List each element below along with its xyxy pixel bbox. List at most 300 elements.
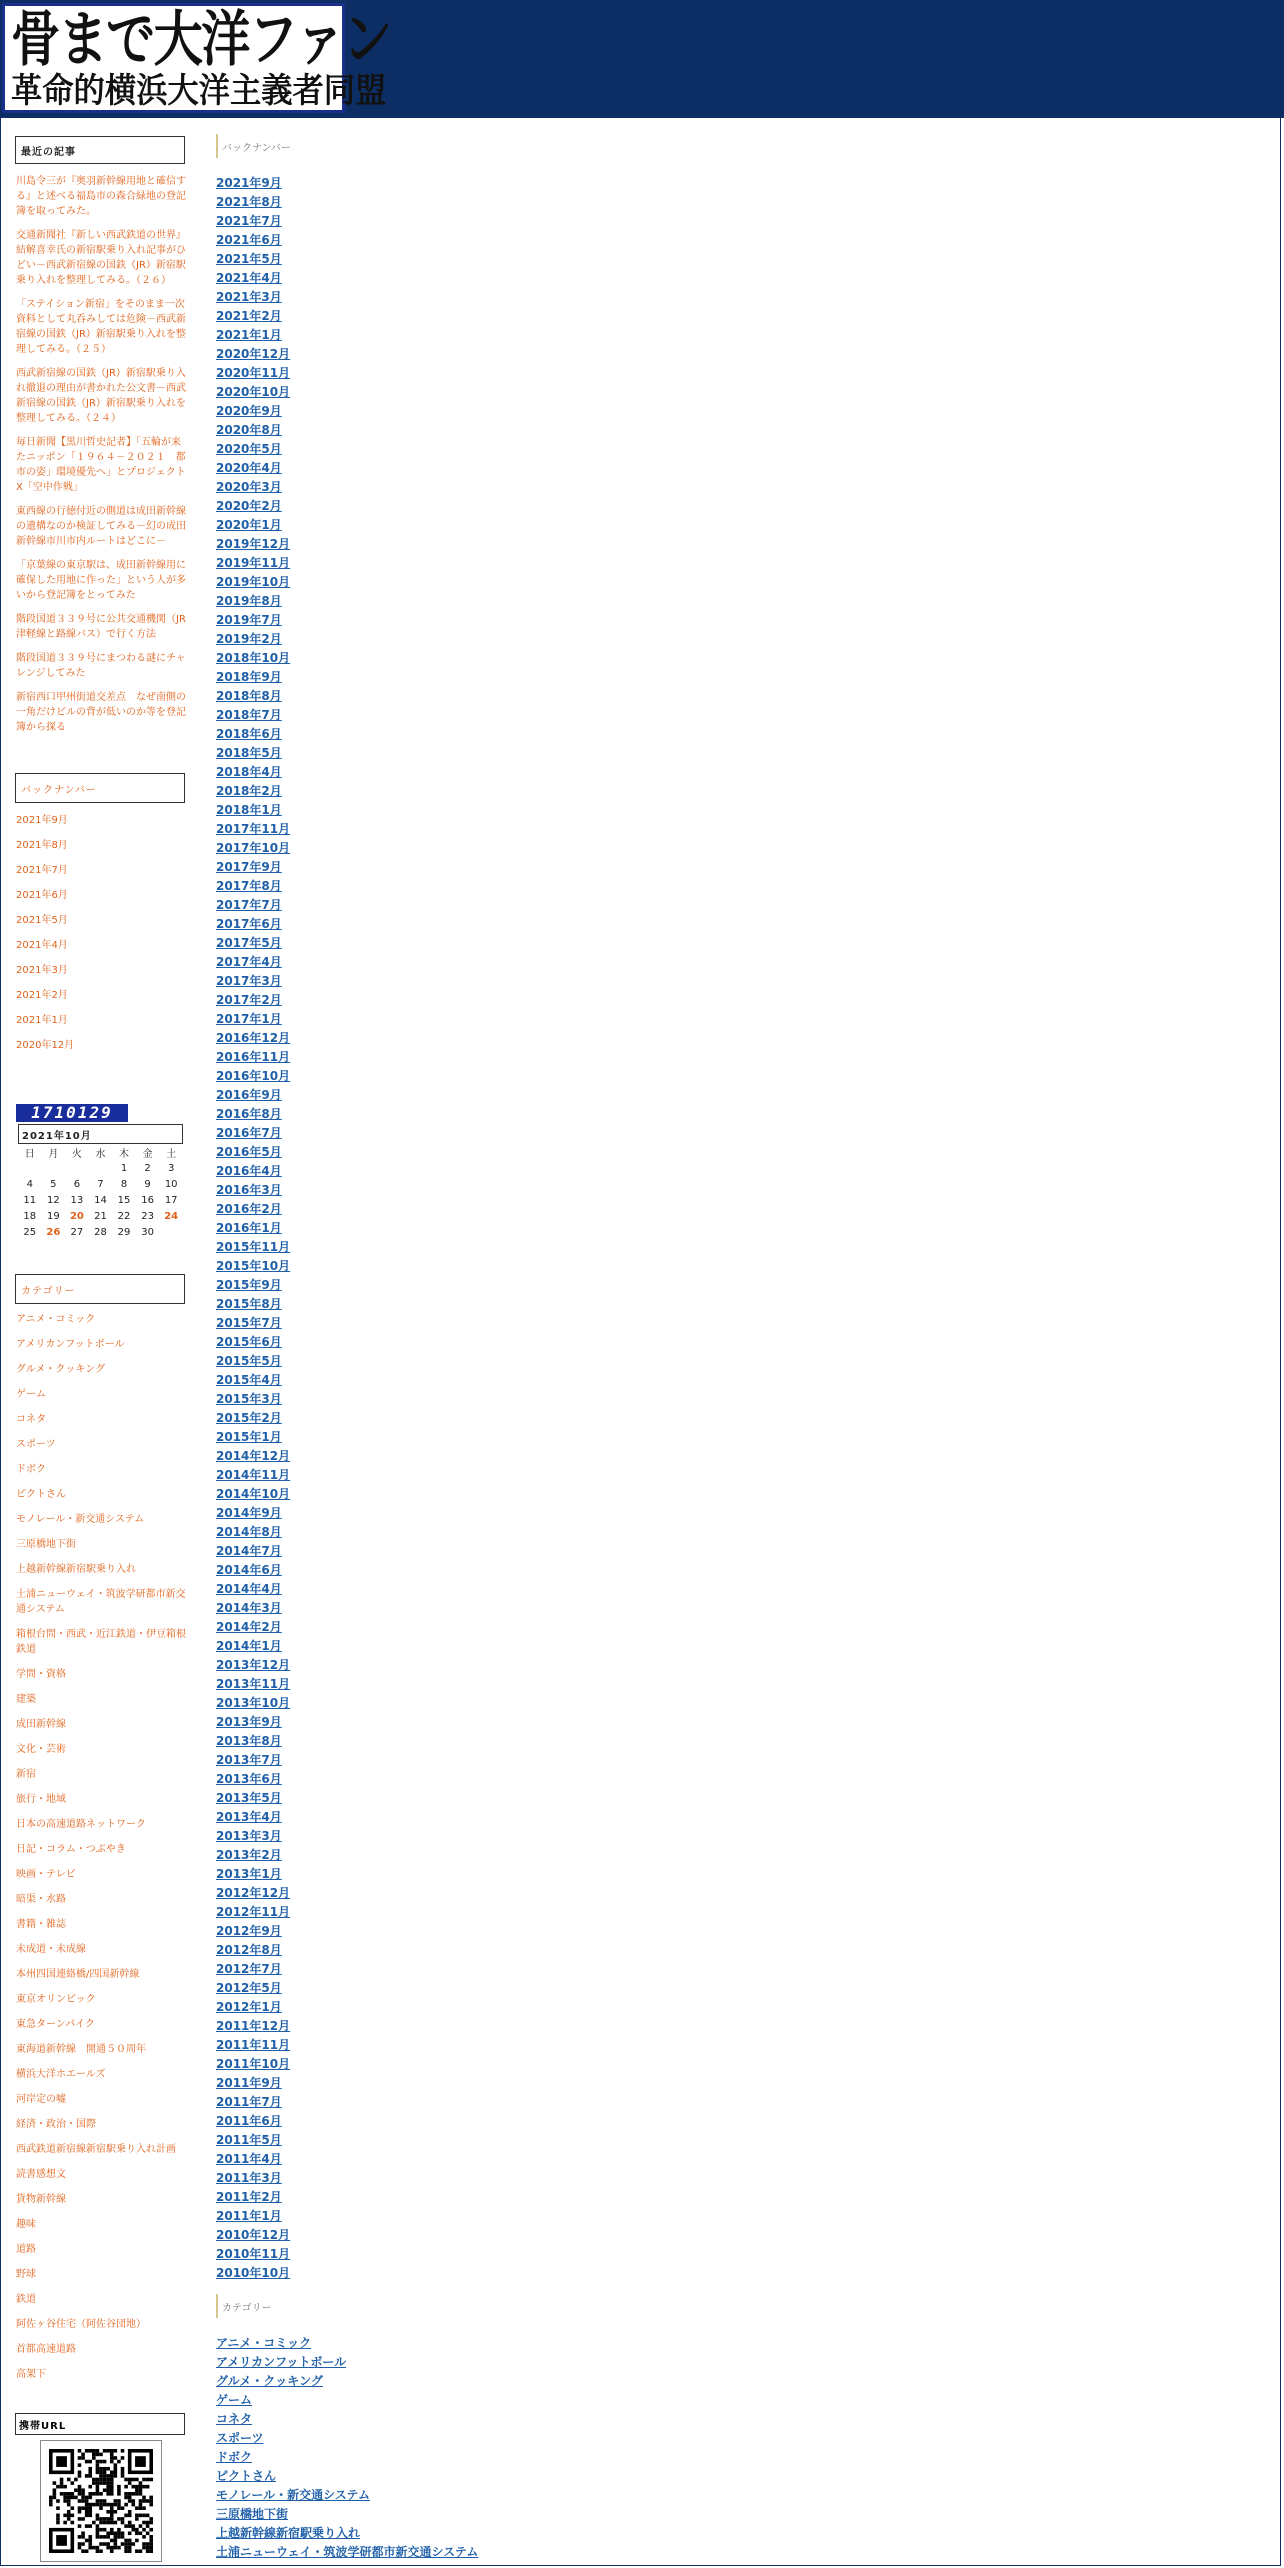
- backnumber-item: [216, 1029, 290, 1048]
- recent-article-link[interactable]: 川島令三が『奥羽新幹線用地と確信する』と述べる福島市の森合緑地の登記簿を取ってみた。: [16, 176, 186, 217]
- backnumber-link[interactable]: 2016年5月: [216, 1145, 282, 1159]
- backnumber-link[interactable]: 2015年6月: [216, 1335, 282, 1349]
- backnumber-item: [216, 1200, 290, 1219]
- backnumber-link[interactable]: 2021年7月: [16, 865, 68, 876]
- calendar-day: 15: [117, 1194, 131, 1206]
- category-item: [16, 2092, 188, 2107]
- category-item: [16, 1667, 188, 1682]
- backnumber-item: [216, 2093, 290, 2112]
- category-link[interactable]: 首都高速道路: [16, 2344, 76, 2355]
- backnumber-link[interactable]: 2015年1月: [216, 1430, 282, 1444]
- backnumber-link[interactable]: 2011年4月: [216, 2152, 282, 2166]
- backnumber-link[interactable]: 2012年11月: [216, 1905, 291, 1919]
- category-link[interactable]: アニメ・コミック: [216, 2336, 312, 2350]
- backnumber-link[interactable]: 2016年8月: [216, 1107, 282, 1121]
- backnumber-link[interactable]: 2018年10月: [216, 651, 291, 665]
- category-item: [16, 1337, 188, 1352]
- category-link[interactable]: 読書感想文: [16, 2169, 66, 2180]
- backnumber-item: [216, 1371, 290, 1390]
- backnumber-link[interactable]: 2018年2月: [216, 784, 282, 798]
- recent-article-item: [16, 174, 188, 219]
- recent-article-link[interactable]: 毎日新聞【黒川哲史記者】「五輪が来たニッポン「１９６４－２０２１ 都市の姿」環境優先へ」とプロジェクトX「空中作戦」: [16, 437, 186, 493]
- backnumber-link[interactable]: 2011年11月: [216, 2038, 291, 2052]
- backnumber-item: [216, 193, 290, 212]
- category-link[interactable]: アメリカンフットボール: [216, 2355, 347, 2369]
- site-logo-banner[interactable]: [2, 3, 391, 113]
- backnumber-link[interactable]: 2020年4月: [216, 461, 282, 475]
- backnumber-link[interactable]: 2017年9月: [216, 860, 282, 874]
- backnumber-item: [216, 231, 290, 250]
- backnumber-link[interactable]: 2011年1月: [216, 2209, 282, 2223]
- backnumber-link[interactable]: 2020年1月: [216, 518, 282, 532]
- backnumber-link[interactable]: 2013年5月: [216, 1791, 282, 1805]
- category-item: [16, 2117, 188, 2132]
- backnumber-link[interactable]: 2010年11月: [216, 2247, 291, 2261]
- backnumber-item: [216, 345, 290, 364]
- recent-article-link[interactable]: 階段国道３３９号に公共交通機関（JR津軽線と路線バス）で行く方法: [16, 614, 186, 640]
- category-item: [16, 1992, 188, 2007]
- backnumber-link[interactable]: 2020年2月: [216, 499, 282, 513]
- category-link[interactable]: コネタ: [216, 2412, 253, 2426]
- backnumber-link[interactable]: 2017年11月: [216, 822, 291, 836]
- category-item: [216, 2429, 478, 2448]
- backnumber-link[interactable]: 2017年8月: [216, 879, 282, 893]
- backnumber-item: [216, 839, 290, 858]
- category-link[interactable]: モノレール・新交通システム: [16, 1514, 145, 1525]
- backnumber-link[interactable]: 2010年12月: [216, 2228, 291, 2242]
- backnumber-link[interactable]: 2017年7月: [216, 898, 282, 912]
- backnumber-link[interactable]: 2020年8月: [216, 423, 282, 437]
- category-item: [16, 2292, 188, 2307]
- recent-article-link[interactable]: 階段国道３３９号にまつわる謎にチャレンジしてみた: [16, 653, 186, 679]
- backnumber-link[interactable]: 2020年12月: [16, 1040, 75, 1051]
- backnumber-link[interactable]: 2018年9月: [216, 670, 282, 684]
- backnumber-item: [216, 1941, 290, 1960]
- backnumber-item: [216, 212, 290, 231]
- category-link[interactable]: モノレール・新交通システム: [216, 2488, 370, 2502]
- backnumber-item: [216, 1884, 290, 1903]
- category-link[interactable]: 旅行・地域: [16, 1794, 66, 1805]
- backnumber-link[interactable]: 2014年2月: [216, 1620, 282, 1634]
- backnumber-item: [216, 1447, 290, 1466]
- category-link[interactable]: アメリカンフットボール: [16, 1339, 125, 1350]
- backnumber-link[interactable]: 2017年3月: [216, 974, 282, 988]
- calendar-day: [89, 1160, 113, 1176]
- backnumber-item: [216, 725, 290, 744]
- backnumber-item: [216, 1257, 290, 1276]
- backnumber-link[interactable]: 2021年4月: [16, 940, 68, 951]
- category-link[interactable]: ゲーム: [216, 2393, 253, 2407]
- category-link[interactable]: グルメ・クッキング: [16, 1364, 106, 1375]
- category-link[interactable]: 書籍・雑誌: [16, 1919, 66, 1930]
- backnumber-link[interactable]: 2012年12月: [216, 1886, 291, 1900]
- calendar-weekday-row: [18, 1144, 183, 1160]
- backnumber-item: [216, 630, 290, 649]
- backnumber-item: [216, 269, 290, 288]
- backnumber-link[interactable]: 2013年3月: [216, 1829, 282, 1843]
- backnumber-item: [216, 1466, 290, 1485]
- backnumber-item: [216, 1789, 290, 1808]
- category-item: [16, 2142, 188, 2157]
- backnumber-item: [16, 864, 188, 889]
- mobile-url-heading: 携帯URL: [15, 2413, 185, 2435]
- category-link[interactable]: 横浜大洋ホエールズ: [16, 2069, 106, 2080]
- backnumber-link[interactable]: 2021年6月: [16, 890, 68, 901]
- backnumber-link[interactable]: 2012年7月: [216, 1962, 282, 1976]
- backnumber-link[interactable]: 2020年10月: [216, 385, 291, 399]
- calendar-title: 2021年10月: [18, 1124, 183, 1144]
- backnumber-link[interactable]: 2014年9月: [216, 1506, 282, 1520]
- calendar-weekday: 金: [142, 1148, 153, 1160]
- category-link[interactable]: ドボク: [216, 2450, 253, 2464]
- backnumber-link[interactable]: 2013年11月: [216, 1677, 291, 1691]
- calendar-week: [18, 1192, 183, 1208]
- backnumber-item: [216, 1105, 290, 1124]
- backnumber-item: [16, 814, 188, 839]
- backnumber-link[interactable]: 2013年8月: [216, 1734, 282, 1748]
- category-link[interactable]: グルメ・クッキング: [216, 2374, 323, 2388]
- calendar-day: 13: [70, 1194, 84, 1206]
- backnumber-item: [216, 706, 290, 725]
- backnumber-link[interactable]: 2013年7月: [216, 1753, 282, 1767]
- category-link[interactable]: 趣味: [16, 2219, 36, 2230]
- backnumber-link[interactable]: 2013年1月: [216, 1867, 282, 1881]
- backnumber-link[interactable]: 2015年3月: [216, 1392, 282, 1406]
- recent-article-link[interactable]: 「ステイション新宿」をそのまま一次資料として丸呑みしては危険－西武新宿線の国鉄（JR）新宿駅乗り入れを整理してみる。（２５）: [16, 299, 186, 355]
- backnumber-item: [216, 1428, 290, 1447]
- backnumber-link[interactable]: 2016年9月: [216, 1088, 282, 1102]
- backnumber-link[interactable]: 2019年2月: [216, 632, 282, 646]
- backnumber-link[interactable]: 2013年10月: [216, 1696, 291, 1710]
- category-link[interactable]: 三原橋地下街: [216, 2507, 289, 2521]
- backnumber-link[interactable]: 2013年12月: [216, 1658, 291, 1672]
- recent-article-link[interactable]: 西武新宿線の国鉄（JR）新宿駅乗り入れ撤退の理由が書かれた公文書－西武新宿線の国鉄（JR）新宿駅乗り入れを整理してみる。（２４）: [16, 368, 186, 424]
- category-link[interactable]: 日記・コラム・つぶやき: [16, 1844, 126, 1855]
- backnumber-item: [216, 1751, 290, 1770]
- backnumber-link[interactable]: 2011年10月: [216, 2057, 291, 2071]
- backnumber-link[interactable]: 2014年12月: [216, 1449, 291, 1463]
- backnumber-link[interactable]: 2021年8月: [16, 840, 68, 851]
- backnumber-link[interactable]: 2014年6月: [216, 1563, 282, 1577]
- backnumber-link[interactable]: 2011年7月: [216, 2095, 282, 2109]
- backnumber-item: [216, 1276, 290, 1295]
- backnumber-link[interactable]: 2012年1月: [216, 2000, 282, 2014]
- calendar-day: 28: [94, 1226, 107, 1238]
- category-link[interactable]: 西武鉄道新宿線新宿駅乗り入れ計画: [16, 2144, 176, 2155]
- backnumber-link[interactable]: 2018年5月: [216, 746, 282, 760]
- category-link[interactable]: 貨物新幹線: [16, 2194, 66, 2205]
- backnumber-item: [216, 1143, 290, 1162]
- backnumber-link[interactable]: 2012年5月: [216, 1981, 282, 1995]
- category-link[interactable]: コネタ: [16, 1414, 46, 1425]
- backnumber-link[interactable]: 2018年4月: [216, 765, 282, 779]
- calendar-day: 18: [23, 1210, 37, 1222]
- backnumber-link[interactable]: 2017年2月: [216, 993, 282, 1007]
- category-link[interactable]: ピクトさん: [216, 2469, 277, 2483]
- category-link[interactable]: 土浦ニューウェイ・筑波学研都市新交通システム: [216, 2545, 479, 2559]
- backnumber-item: [216, 383, 290, 402]
- backnumber-link[interactable]: 2012年8月: [216, 1943, 282, 1957]
- calendar-day: 12: [46, 1194, 60, 1206]
- category-item: [16, 2367, 188, 2382]
- backnumber-link[interactable]: 2021年8月: [216, 195, 282, 209]
- backnumber-item: [216, 915, 290, 934]
- backnumber-link[interactable]: 2018年8月: [216, 689, 282, 703]
- backnumber-link[interactable]: 2020年11月: [216, 366, 291, 380]
- recent-articles-list: [16, 174, 188, 744]
- category-link[interactable]: 本州四国連絡橋/四国新幹線: [16, 1969, 140, 1980]
- backnumber-link[interactable]: 2021年5月: [16, 915, 68, 926]
- backnumber-link[interactable]: 2011年12月: [216, 2019, 291, 2033]
- category-link[interactable]: 道路: [16, 2244, 36, 2255]
- calendar-day: 14: [94, 1194, 107, 1206]
- calendar-day: 6: [73, 1178, 81, 1190]
- backnumber-item: [216, 573, 290, 592]
- sidebar-category-list: [16, 1312, 188, 2392]
- backnumber-item: [216, 402, 290, 421]
- backnumber-item: [216, 1960, 290, 1979]
- category-link[interactable]: 経済・政治・国際: [16, 2119, 96, 2130]
- calendar-weekday: 火: [71, 1148, 82, 1160]
- calendar: [18, 1144, 183, 1240]
- backnumber-link[interactable]: 2011年9月: [216, 2076, 282, 2090]
- backnumber-link[interactable]: 2021年1月: [216, 328, 282, 342]
- backnumber-item: [16, 964, 188, 989]
- category-link[interactable]: 日本の高速道路ネットワーク: [16, 1819, 146, 1830]
- backnumber-link[interactable]: 2021年6月: [216, 233, 282, 247]
- backnumber-link[interactable]: 2021年5月: [216, 252, 282, 266]
- recent-article-item: [16, 228, 188, 288]
- category-item: [16, 1717, 188, 1732]
- backnumber-link[interactable]: 2016年1月: [216, 1221, 282, 1235]
- category-link[interactable]: 上越新幹線新宿駅乗り入れ: [216, 2526, 361, 2540]
- backnumber-link[interactable]: 2021年1月: [16, 1015, 68, 1026]
- category-link[interactable]: 土浦ニューウェイ・筑波学研都市新交通システム: [16, 1589, 186, 1615]
- category-link[interactable]: ピクトさん: [16, 1489, 66, 1500]
- backnumber-link[interactable]: 2021年7月: [216, 214, 282, 228]
- category-link[interactable]: 新宿: [16, 1769, 36, 1780]
- backnumber-link[interactable]: 2021年2月: [16, 990, 68, 1001]
- backnumber-link[interactable]: 2017年1月: [216, 1012, 282, 1026]
- backnumber-link[interactable]: 2019年11月: [216, 556, 291, 570]
- calendar-day-link[interactable]: 20: [69, 1210, 84, 1222]
- qr-code: [40, 2440, 162, 2562]
- recent-article-link[interactable]: 「京葉線の東京駅は、成田新幹線用に確保した用地に作った」という人が多いから登記簿をとってみた: [16, 560, 186, 601]
- backnumber-link[interactable]: 2013年2月: [216, 1848, 282, 1862]
- backnumber-link[interactable]: 2015年8月: [216, 1297, 282, 1311]
- backnumber-link[interactable]: 2013年9月: [216, 1715, 282, 1729]
- backnumber-item: [216, 307, 290, 326]
- backnumber-link[interactable]: 2015年11月: [216, 1240, 291, 1254]
- calendar-week: [18, 1224, 183, 1240]
- category-link[interactable]: 東急ターンパイク: [16, 2019, 95, 2030]
- backnumber-link[interactable]: 2021年9月: [216, 176, 282, 190]
- category-link[interactable]: 阿佐ヶ谷住宅（阿佐谷団地）: [16, 2319, 146, 2330]
- category-link[interactable]: ドボク: [16, 1464, 46, 1475]
- backnumber-item: [216, 953, 290, 972]
- category-link[interactable]: 河岸定の嘘: [16, 2094, 66, 2105]
- backnumber-link[interactable]: 2015年9月: [216, 1278, 282, 1292]
- calendar-week: [18, 1160, 183, 1176]
- backnumber-link[interactable]: 2017年5月: [216, 936, 282, 950]
- backnumber-item: [216, 649, 290, 668]
- category-link[interactable]: アニメ・コミック: [16, 1314, 96, 1325]
- backnumber-link[interactable]: 2016年7月: [216, 1126, 282, 1140]
- backnumber-item: [216, 1542, 290, 1561]
- backnumber-item: [216, 535, 290, 554]
- backnumber-item: [216, 1922, 290, 1941]
- backnumber-item: [216, 288, 290, 307]
- recent-article-item: [16, 651, 188, 681]
- backnumber-link[interactable]: 2011年3月: [216, 2171, 282, 2185]
- backnumber-item: [216, 2074, 290, 2093]
- backnumber-item: [216, 763, 290, 782]
- category-link[interactable]: 建築: [16, 1694, 36, 1705]
- calendar-day: 7: [97, 1178, 104, 1190]
- backnumber-link[interactable]: 2014年7月: [216, 1544, 282, 1558]
- backnumber-link[interactable]: 2016年3月: [216, 1183, 282, 1197]
- calendar-day-link[interactable]: 24: [164, 1210, 179, 1222]
- backnumber-link[interactable]: 2016年10月: [216, 1069, 291, 1083]
- category-item: [16, 1512, 188, 1527]
- backnumber-link[interactable]: 2015年4月: [216, 1373, 282, 1387]
- backnumber-link[interactable]: 2011年2月: [216, 2190, 282, 2204]
- category-link[interactable]: 三原橋地下街: [16, 1539, 76, 1550]
- calendar-day: 11: [23, 1194, 37, 1206]
- category-link[interactable]: スポーツ: [16, 1439, 56, 1450]
- backnumber-item: [216, 1067, 290, 1086]
- recent-article-link[interactable]: 東西線の行徳付近の側道は成田新幹線の遺構なのか検証してみる－幻の成田新幹線市川市内ルートはどこに－: [16, 506, 186, 547]
- backnumber-link[interactable]: 2014年4月: [216, 1582, 282, 1596]
- calendar-day: 5: [50, 1178, 57, 1190]
- backnumber-item: [216, 668, 290, 687]
- backnumber-link[interactable]: 2014年1月: [216, 1639, 282, 1653]
- calendar-day: 3: [168, 1162, 175, 1174]
- backnumber-link[interactable]: 2020年9月: [216, 404, 282, 418]
- backnumber-item: [216, 2169, 290, 2188]
- recent-article-link[interactable]: 交通新聞社『新しい西武鉄道の世界』結解喜幸氏の新宿駅乗り入れ記事がひどい－西武新宿線の国鉄（JR）新宿駅乗り入れを整理してみる。（２６）: [16, 230, 186, 286]
- recent-article-link[interactable]: 新宿西口甲州街道交差点 なぜ南側の一角だけビルの背が低いのか等を登記簿から探る: [16, 692, 186, 733]
- category-link[interactable]: 東京オリンピック: [16, 1994, 96, 2005]
- backnumber-link[interactable]: 2014年8月: [216, 1525, 282, 1539]
- backnumber-item: [216, 1694, 290, 1713]
- category-link[interactable]: 箱根台問・西武・近江鉄道・伊豆箱根鉄道: [16, 1629, 186, 1655]
- category-item: [216, 2353, 478, 2372]
- backnumber-link[interactable]: 2015年10月: [216, 1259, 291, 1273]
- backnumber-link[interactable]: 2010年10月: [216, 2266, 291, 2280]
- backnumber-item: [216, 1979, 290, 1998]
- category-link[interactable]: 鉄道: [16, 2294, 36, 2305]
- backnumber-item: [16, 939, 188, 964]
- main-backnumber-list: [216, 174, 290, 2283]
- category-item: [16, 1692, 188, 1707]
- backnumber-link[interactable]: 2012年9月: [216, 1924, 282, 1938]
- recent-article-item: [16, 690, 188, 735]
- backnumber-link[interactable]: 2017年6月: [216, 917, 282, 931]
- backnumber-link[interactable]: 2021年3月: [16, 965, 68, 976]
- category-link[interactable]: スポーツ: [216, 2431, 264, 2445]
- category-link[interactable]: 成田新幹線: [16, 1719, 66, 1730]
- backnumber-item: [216, 1048, 290, 1067]
- calendar-day: [65, 1160, 89, 1176]
- category-link[interactable]: 東海道新幹線 開通５０周年: [16, 2044, 146, 2055]
- backnumber-item: [216, 687, 290, 706]
- category-link[interactable]: 上越新幹線新宿駅乗り入れ: [16, 1564, 136, 1575]
- category-link[interactable]: 映画・テレビ: [16, 1869, 76, 1880]
- backnumber-link[interactable]: 2019年8月: [216, 594, 282, 608]
- backnumber-link[interactable]: 2021年4月: [216, 271, 282, 285]
- backnumber-link[interactable]: 2016年12月: [216, 1031, 291, 1045]
- category-link[interactable]: ゲーム: [16, 1389, 46, 1400]
- backnumber-link[interactable]: 2017年4月: [216, 955, 282, 969]
- backnumber-link[interactable]: 2021年9月: [16, 815, 68, 826]
- backnumber-link[interactable]: 2018年1月: [216, 803, 282, 817]
- backnumber-item: [216, 326, 290, 345]
- backnumber-link[interactable]: 2016年4月: [216, 1164, 282, 1178]
- category-item: [216, 2486, 478, 2505]
- backnumber-item: [216, 2245, 290, 2264]
- main-category-list: [216, 2334, 478, 2562]
- category-item: [16, 1917, 188, 1932]
- category-item: [16, 1767, 188, 1782]
- backnumber-link[interactable]: 2021年3月: [216, 290, 282, 304]
- backnumber-link[interactable]: 2015年5月: [216, 1354, 282, 1368]
- category-item: [16, 2242, 188, 2257]
- category-link[interactable]: 暗渠・水路: [16, 1894, 66, 1905]
- category-item: [216, 2467, 478, 2486]
- backnumber-link[interactable]: 2016年11月: [216, 1050, 291, 1064]
- category-link[interactable]: 高架下: [16, 2369, 46, 2380]
- backnumber-link[interactable]: 2014年11月: [216, 1468, 291, 1482]
- recent-article-item: [16, 612, 188, 642]
- backnumber-link[interactable]: 2020年5月: [216, 442, 282, 456]
- backnumber-link[interactable]: 2017年10月: [216, 841, 291, 855]
- category-link[interactable]: 未成道・未成線: [16, 1944, 86, 1955]
- backnumber-link[interactable]: 2021年2月: [216, 309, 282, 323]
- backnumber-link[interactable]: 2018年6月: [216, 727, 282, 741]
- backnumber-link[interactable]: 2011年6月: [216, 2114, 282, 2128]
- backnumber-link[interactable]: 2019年12月: [216, 537, 291, 551]
- backnumber-link[interactable]: 2011年5月: [216, 2133, 282, 2147]
- backnumber-link[interactable]: 2020年12月: [216, 347, 291, 361]
- calendar-day: 27: [70, 1226, 84, 1238]
- calendar-day-link[interactable]: 26: [46, 1226, 61, 1238]
- backnumber-item: [216, 174, 290, 193]
- backnumber-link[interactable]: 2014年10月: [216, 1487, 291, 1501]
- category-link[interactable]: 野球: [16, 2269, 36, 2280]
- backnumber-link[interactable]: 2018年7月: [216, 708, 282, 722]
- backnumber-item: [216, 1295, 290, 1314]
- backnumber-link[interactable]: 2014年3月: [216, 1601, 282, 1615]
- backnumber-item: [16, 1039, 188, 1064]
- backnumber-link[interactable]: 2019年10月: [216, 575, 291, 589]
- backnumber-link[interactable]: 2013年6月: [216, 1772, 282, 1786]
- category-link[interactable]: 文化・芸術: [16, 1744, 66, 1755]
- recent-article-item: [16, 366, 188, 426]
- category-item: [16, 1387, 188, 1402]
- backnumber-link[interactable]: 2020年3月: [216, 480, 282, 494]
- backnumber-link[interactable]: 2013年4月: [216, 1810, 282, 1824]
- calendar-week: [18, 1176, 183, 1192]
- backnumber-link[interactable]: 2016年2月: [216, 1202, 282, 1216]
- backnumber-link[interactable]: 2015年2月: [216, 1411, 282, 1425]
- backnumber-item: [216, 1219, 290, 1238]
- calendar-day: [159, 1224, 183, 1240]
- backnumber-item: [216, 2188, 290, 2207]
- category-link[interactable]: 学問・資格: [16, 1669, 66, 1680]
- backnumber-link[interactable]: 2015年7月: [216, 1316, 282, 1330]
- backnumber-link[interactable]: 2019年7月: [216, 613, 282, 627]
